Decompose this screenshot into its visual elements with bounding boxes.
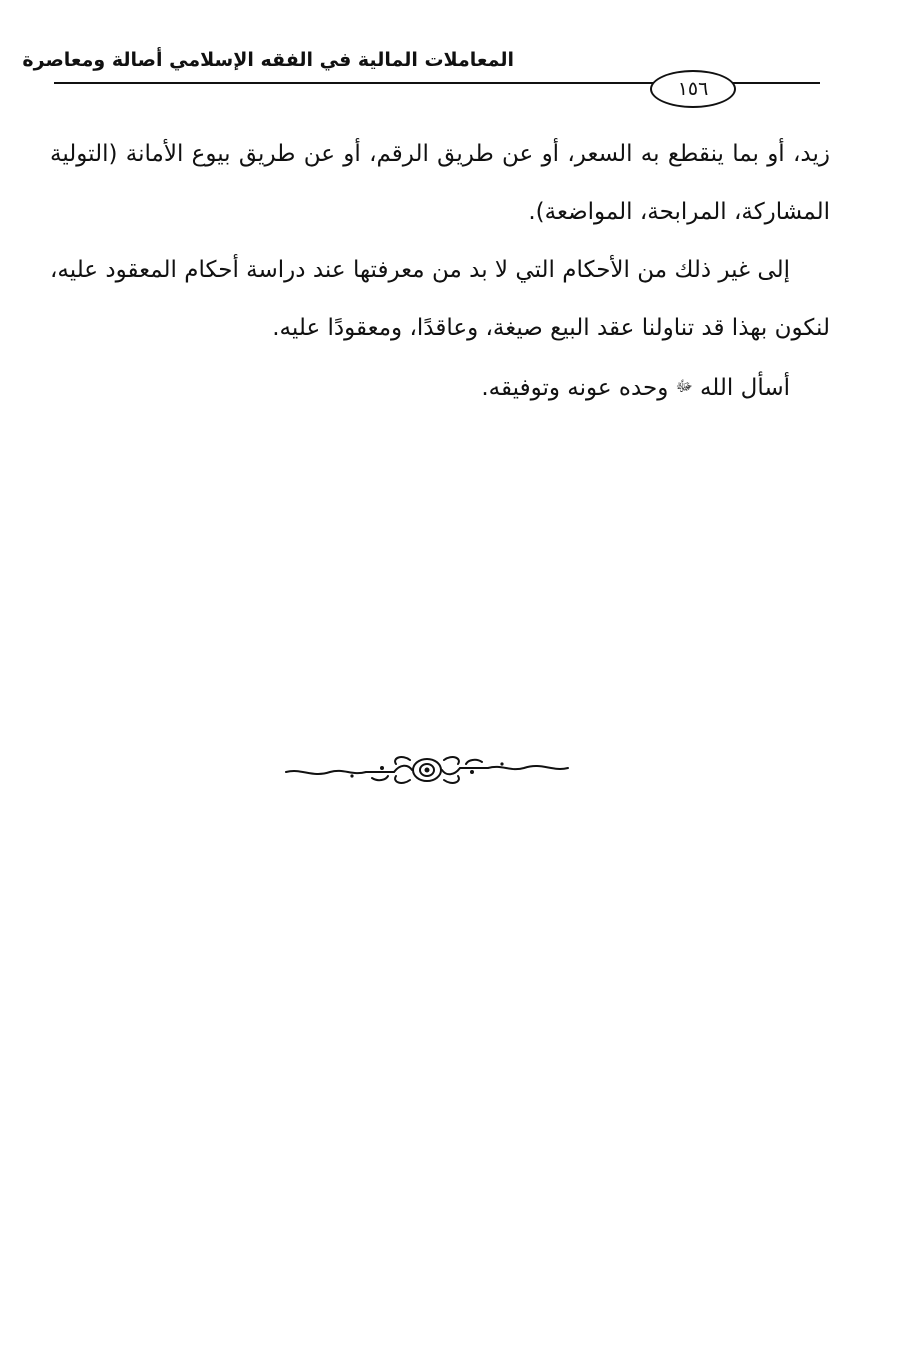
body-text xyxy=(50,125,830,417)
closing-text-start: أسأل الله xyxy=(699,375,790,401)
paragraph-summary: إلى غير ذلك من الأحكام التي لا بد من معرفتها عند دراسة أحكام المعقود عليه، لنكون بهذا قد تناولنا عقد البيع صيغة، وعاقدًا، ومعقودًا عليه. xyxy=(50,257,830,341)
decorative-divider-icon xyxy=(282,750,572,790)
page-number: ١٥٦ xyxy=(650,70,736,108)
closing-text-end: وحده عونه وتوفيقه. xyxy=(481,375,669,401)
paragraph-closing xyxy=(50,357,830,417)
paragraph-continuation: زيد، أو بما ينقطع به السعر، أو عن طريق الرقم، أو عن طريق بيوع الأمانة (التولية المشاركة، المرابحة، المواضعة). xyxy=(50,141,830,225)
honorific-symbol: ﷻ xyxy=(675,377,693,395)
running-header-title: المعاملات المالية في الفقه الإسلامي أصالة ومعاصرة xyxy=(22,49,514,71)
